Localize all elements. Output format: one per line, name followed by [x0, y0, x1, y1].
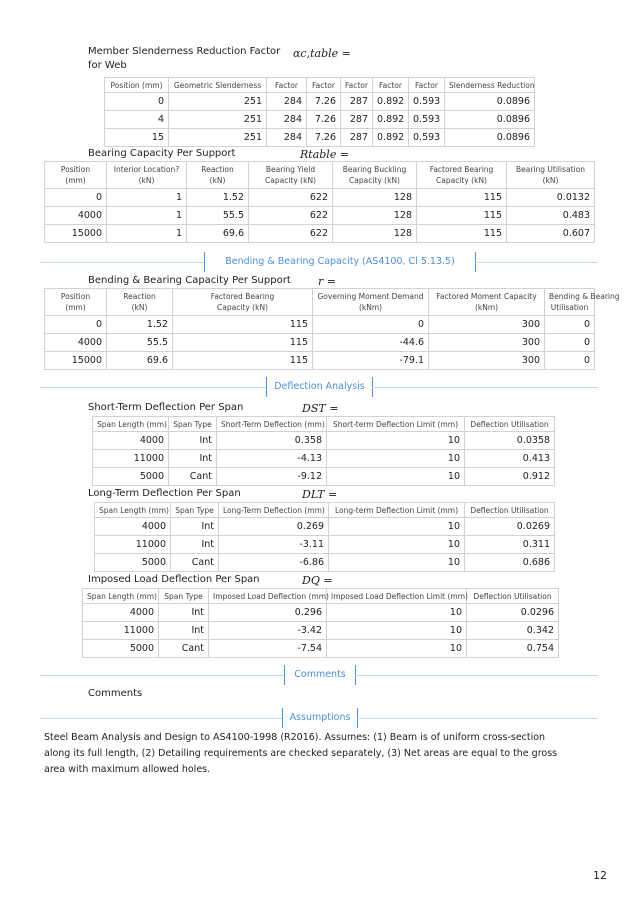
table-cell: 7.26 — [307, 129, 341, 147]
column-header — [45, 162, 107, 189]
bearing-symbol: Rtable = — [300, 148, 350, 161]
table-cell: 128 — [333, 207, 417, 225]
table-cell: 300 — [429, 334, 545, 352]
column-header-line: Governing Moment Demand — [317, 292, 424, 301]
short-term-label: Short-Term Deflection Per Span — [88, 402, 244, 413]
table-cell: 5000 — [83, 640, 159, 658]
column-header: Short-Term Deflection (mm) — [217, 417, 327, 432]
table-cell: 0.358 — [217, 432, 327, 450]
table-cell: 287 — [341, 129, 373, 147]
table-cell: 10 — [329, 554, 465, 572]
table-cell: 287 — [341, 93, 373, 111]
table-cell: 4000 — [45, 334, 107, 352]
column-header-line: Bearing Yield — [265, 165, 316, 174]
table-cell: 0.912 — [465, 468, 555, 486]
table-cell: 0.0296 — [467, 604, 559, 622]
table-cell: 0.483 — [507, 207, 595, 225]
table-cell: 0.413 — [465, 450, 555, 468]
column-header-line: Utilisation — [550, 303, 589, 312]
column-header-line: Capacity (kN) — [265, 176, 316, 185]
bearing-label: Bearing Capacity Per Support — [88, 148, 236, 159]
table-cell: 1 — [107, 189, 187, 207]
table-row — [95, 554, 555, 572]
table-cell: 10 — [329, 518, 465, 536]
column-header-line: Factored Bearing — [210, 292, 275, 301]
table-cell: 10 — [327, 468, 465, 486]
column-header: Span Type — [171, 503, 219, 518]
column-header: Factor — [409, 78, 445, 93]
column-header-line: (kN) — [138, 176, 155, 185]
column-header-line: Position — [60, 292, 91, 301]
column-header: Geometric Slenderness — [169, 78, 267, 93]
section-assumptions — [40, 708, 598, 728]
bearing-table — [44, 161, 595, 243]
section-deflection — [40, 377, 598, 397]
column-header-line: (kN) — [209, 176, 226, 185]
short-term-table — [92, 416, 555, 486]
table-cell: 115 — [417, 189, 507, 207]
table-cell: Int — [171, 536, 219, 554]
table-cell: 0 — [545, 334, 595, 352]
column-header: Short-term Deflection Limit (mm) — [327, 417, 465, 432]
table-cell: 115 — [417, 207, 507, 225]
column-header: Span Length (mm) — [83, 589, 159, 604]
table-cell: 10 — [327, 432, 465, 450]
column-header-line: Bearing Buckling — [342, 165, 407, 174]
table-cell: 4 — [105, 111, 169, 129]
column-header-line: Capacity (kN) — [436, 176, 487, 185]
table-row — [93, 468, 555, 486]
assumptions-text: Steel Beam Analysis and Design to AS4100-1998 (R2016). Assumes: (1) Beam is of uniform cross-section along its full length, (2) Detailing requirements are checked separately, (3) Net areas are equal to the gross area with maximum allowed holes. — [44, 732, 558, 775]
table-cell: -3.42 — [209, 622, 327, 640]
table-cell: 0.0896 — [445, 93, 535, 111]
table-cell: 15000 — [45, 352, 107, 370]
table-cell: 0.593 — [409, 93, 445, 111]
table-cell: 0.892 — [373, 129, 409, 147]
column-header — [187, 162, 249, 189]
table-row — [45, 352, 595, 370]
column-header: Factor — [341, 78, 373, 93]
table-cell: 0 — [313, 316, 429, 334]
bending-bearing-symbol: r = — [318, 275, 336, 288]
table-cell: 7.26 — [307, 111, 341, 129]
table-cell: 0.593 — [409, 129, 445, 147]
table-cell: -4.13 — [217, 450, 327, 468]
table-cell: 10 — [327, 640, 467, 658]
table-cell: -9.12 — [217, 468, 327, 486]
table-cell: 0.0358 — [465, 432, 555, 450]
column-header-line: (kNm) — [474, 303, 499, 312]
section-bending-bearing — [40, 252, 598, 272]
table-cell: 0.269 — [219, 518, 329, 536]
table-row — [83, 640, 559, 658]
column-header: Span Length (mm) — [95, 503, 171, 518]
table-cell: -3.11 — [219, 536, 329, 554]
section-assumptions-title: Assumptions — [289, 712, 351, 723]
table-cell: Int — [169, 432, 217, 450]
table-row — [93, 432, 555, 450]
table-cell: 287 — [341, 111, 373, 129]
table-row — [105, 129, 535, 147]
slenderness-label-line1: Member Slenderness Reduction Factor — [88, 46, 281, 57]
table-cell: 10 — [327, 622, 467, 640]
column-header-line: Reaction — [201, 165, 234, 174]
table-cell: 1.52 — [187, 189, 249, 207]
column-header: Factor — [267, 78, 307, 93]
table-cell: 284 — [267, 111, 307, 129]
column-header-line: Factored Bearing — [429, 165, 494, 174]
table-cell: -44.6 — [313, 334, 429, 352]
table-cell: 0 — [45, 316, 107, 334]
table-cell: 115 — [173, 316, 313, 334]
long-term-symbol: DLT = — [302, 488, 338, 501]
table-cell: 10 — [329, 536, 465, 554]
table-cell: 284 — [267, 93, 307, 111]
column-header: Deflection Utilisation — [467, 589, 559, 604]
table-cell: -79.1 — [313, 352, 429, 370]
page-number: 12 — [593, 869, 607, 882]
table-row — [45, 316, 595, 334]
column-header-line: Interior Location? — [113, 165, 180, 174]
table-cell: 128 — [333, 189, 417, 207]
column-header: Imposed Load Deflection (mm) — [209, 589, 327, 604]
table-cell: 1.52 — [107, 316, 173, 334]
table-cell: 55.5 — [107, 334, 173, 352]
table-cell: Int — [171, 518, 219, 536]
column-header — [429, 289, 545, 316]
table-cell: -6.86 — [219, 554, 329, 572]
column-header: Span Length (mm) — [93, 417, 169, 432]
column-header-line: Bearing Utilisation — [516, 165, 585, 174]
table-cell: 0.0269 — [465, 518, 555, 536]
table-cell: 5000 — [93, 468, 169, 486]
section-comments-title: Comments — [294, 669, 346, 680]
table-row — [95, 536, 555, 554]
column-header — [545, 289, 620, 316]
table-cell: 0 — [545, 352, 595, 370]
table-cell: 55.5 — [187, 207, 249, 225]
table-cell: 11000 — [95, 536, 171, 554]
column-header — [417, 162, 507, 189]
table-cell: 4000 — [95, 518, 171, 536]
imposed-label: Imposed Load Deflection Per Span — [88, 574, 260, 585]
table-cell: 284 — [267, 129, 307, 147]
table-row — [45, 189, 595, 207]
table-cell: 622 — [249, 225, 333, 243]
table-cell: 5000 — [95, 554, 171, 572]
table-cell: Int — [169, 450, 217, 468]
table-row — [45, 207, 595, 225]
bending-bearing-table — [44, 288, 620, 370]
column-header — [107, 289, 173, 316]
imposed-table — [82, 588, 559, 658]
column-header — [173, 289, 313, 316]
table-cell: 11000 — [93, 450, 169, 468]
comments-text: Comments — [88, 688, 143, 699]
slenderness-table — [104, 77, 535, 147]
table-row — [93, 450, 555, 468]
column-header — [249, 162, 333, 189]
table-cell: 0 — [105, 93, 169, 111]
table-cell: 622 — [249, 207, 333, 225]
column-header — [45, 289, 107, 316]
table-cell: 4000 — [93, 432, 169, 450]
table-cell: 0.607 — [507, 225, 595, 243]
table-cell: 0.892 — [373, 111, 409, 129]
table-cell: 622 — [249, 189, 333, 207]
column-header — [333, 162, 417, 189]
table-cell: 4000 — [45, 207, 107, 225]
table-cell: 0.0896 — [445, 111, 535, 129]
column-header-line: (kNm) — [358, 303, 383, 312]
table-row — [83, 604, 559, 622]
table-cell: Cant — [159, 640, 209, 658]
section-deflection-title: Deflection Analysis — [274, 381, 365, 392]
table-cell: 0.0132 — [507, 189, 595, 207]
column-header: Deflection Utilisation — [465, 503, 555, 518]
table-cell: 69.6 — [187, 225, 249, 243]
table-cell: 251 — [169, 93, 267, 111]
table-cell: 0.593 — [409, 111, 445, 129]
table-cell: 0.0896 — [445, 129, 535, 147]
table-cell: 0 — [45, 189, 107, 207]
column-header: Deflection Utilisation — [465, 417, 555, 432]
table-cell: 1 — [107, 225, 187, 243]
table-cell: 0.754 — [467, 640, 559, 658]
column-header-line: (mm) — [65, 176, 86, 185]
column-header: Long-term Deflection Limit (mm) — [329, 503, 465, 518]
column-header: Factor — [373, 78, 409, 93]
slenderness-symbol: αc,table = — [293, 47, 351, 60]
table-cell: 7.26 — [307, 93, 341, 111]
column-header-line: (kN) — [131, 303, 148, 312]
table-cell: 300 — [429, 316, 545, 334]
table-row — [105, 93, 535, 111]
table-cell: 251 — [169, 111, 267, 129]
table-cell: Int — [159, 622, 209, 640]
column-header-line: Factored Moment Capacity — [436, 292, 537, 301]
table-cell: 15000 — [45, 225, 107, 243]
section-bending-bearing-title: Bending & Bearing Capacity (AS4100, Cl 5.13.5) — [225, 256, 455, 267]
column-header-line: (mm) — [65, 303, 86, 312]
table-cell: 0.296 — [209, 604, 327, 622]
table-row — [105, 111, 535, 129]
table-cell: 300 — [429, 352, 545, 370]
column-header-line: Bending & Bearing — [549, 292, 620, 301]
column-header — [313, 289, 429, 316]
table-cell: 115 — [417, 225, 507, 243]
slenderness-label-line2: for Web — [88, 60, 127, 71]
table-cell: 0 — [545, 316, 595, 334]
short-term-symbol: DST = — [302, 402, 339, 415]
column-header: Position (mm) — [105, 78, 169, 93]
column-header-line: Reaction — [123, 292, 156, 301]
column-header — [507, 162, 595, 189]
column-header: Slenderness Reduction — [445, 78, 535, 93]
column-header: Factor — [307, 78, 341, 93]
table-cell: Cant — [169, 468, 217, 486]
long-term-table — [94, 502, 555, 572]
column-header-line: Position — [60, 165, 91, 174]
table-cell: Cant — [171, 554, 219, 572]
table-cell: Int — [159, 604, 209, 622]
table-row — [83, 622, 559, 640]
table-cell: 15 — [105, 129, 169, 147]
table-cell: 10 — [327, 604, 467, 622]
column-header-line: Capacity (kN) — [217, 303, 268, 312]
bending-bearing-label: Bending & Bearing Capacity Per Support — [88, 275, 291, 286]
table-cell: 0.892 — [373, 93, 409, 111]
column-header: Span Type — [159, 589, 209, 604]
table-cell: 0.311 — [465, 536, 555, 554]
column-header: Imposed Load Deflection Limit (mm) — [327, 589, 467, 604]
table-row — [45, 334, 595, 352]
table-cell: 10 — [327, 450, 465, 468]
column-header-line: Capacity (kN) — [349, 176, 400, 185]
column-header — [107, 162, 187, 189]
table-cell: 4000 — [83, 604, 159, 622]
column-header: Long-Term Deflection (mm) — [219, 503, 329, 518]
table-cell: 251 — [169, 129, 267, 147]
column-header: Span Type — [169, 417, 217, 432]
table-cell: 69.6 — [107, 352, 173, 370]
table-cell: 0.342 — [467, 622, 559, 640]
table-cell: 11000 — [83, 622, 159, 640]
table-cell: 1 — [107, 207, 187, 225]
table-cell: -7.54 — [209, 640, 327, 658]
table-cell: 0.686 — [465, 554, 555, 572]
table-cell: 128 — [333, 225, 417, 243]
table-cell: 115 — [173, 352, 313, 370]
table-cell: 115 — [173, 334, 313, 352]
section-comments — [40, 665, 598, 685]
long-term-label: Long-Term Deflection Per Span — [88, 488, 241, 499]
table-row — [45, 225, 595, 243]
imposed-symbol: DQ = — [302, 574, 333, 587]
column-header-line: (kN) — [542, 176, 559, 185]
table-row — [95, 518, 555, 536]
